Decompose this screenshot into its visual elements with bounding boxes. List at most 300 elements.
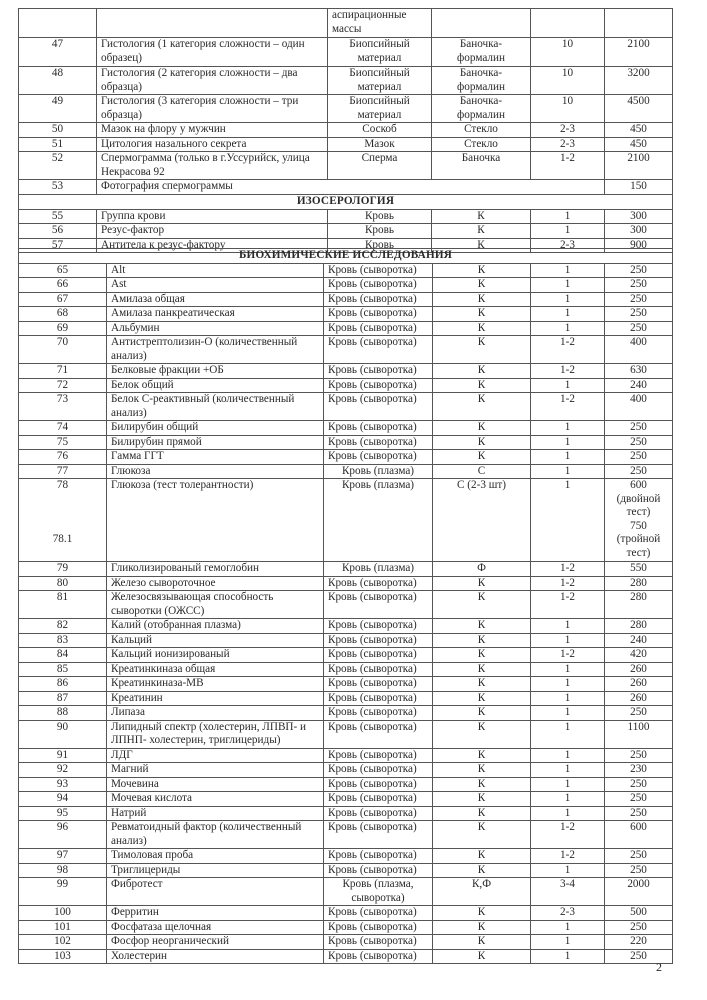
price: 280	[605, 619, 673, 634]
table-row	[19, 292, 673, 307]
price: 600	[605, 821, 673, 849]
test-name: Спермограмма (только в г.Уссурийск, улица Некрасова 92	[97, 152, 328, 180]
row-number: 48	[19, 67, 97, 95]
container: Баночка	[432, 152, 531, 180]
material: Сперма	[328, 152, 432, 180]
price: 300	[605, 209, 673, 224]
container: К	[433, 763, 531, 778]
material: Кровь (сыворотка)	[324, 263, 433, 278]
container: Ф	[433, 562, 531, 577]
row-number: 92	[19, 763, 107, 778]
table-row	[19, 935, 673, 950]
test-name: Тимоловая проба	[107, 849, 324, 864]
test-name: Креатинкиназа-МВ	[107, 677, 324, 692]
material: Кровь (сыворотка)	[324, 763, 433, 778]
test-name: Фотография спермограммы	[97, 180, 605, 195]
price: 450	[605, 123, 673, 138]
row-number: 49	[19, 95, 97, 123]
test-name: Липидный спектр (холестерин, ЛПВП- и ЛПНП- холестерин, триглицериды)	[107, 720, 324, 748]
row-number: 88	[19, 706, 107, 721]
container: К	[433, 806, 531, 821]
row-number-main: 78	[56, 479, 69, 491]
turnaround-days: 1	[531, 464, 605, 479]
price: 2000	[605, 878, 673, 906]
price: 250	[605, 920, 673, 935]
table-row	[19, 209, 673, 224]
price-table-biochemistry	[18, 248, 673, 964]
row-number: 82	[19, 619, 107, 634]
container: С (2-3 шт)	[433, 479, 531, 562]
turnaround-days: 10	[531, 95, 605, 123]
price: 3200	[605, 67, 673, 95]
row-number: 69	[19, 321, 107, 336]
table-row	[19, 137, 673, 152]
turnaround-days: 1	[531, 292, 605, 307]
test-name: Магний	[107, 763, 324, 778]
material: Кровь (сыворотка)	[324, 906, 433, 921]
turnaround-days: 1	[531, 920, 605, 935]
container: К	[433, 706, 531, 721]
test-name: ЛДГ	[107, 748, 324, 763]
table-row	[19, 777, 673, 792]
material: Кровь (сыворотка)	[324, 450, 433, 465]
turnaround-days: 1	[531, 777, 605, 792]
material: Кровь (сыворотка)	[324, 706, 433, 721]
turnaround-days: 1	[531, 863, 605, 878]
material: Кровь (сыворотка)	[324, 576, 433, 591]
test-name: Белок С-реактивный (количественный анализ)	[107, 393, 324, 421]
container: К	[432, 224, 531, 239]
turnaround-days: 1-2	[531, 576, 605, 591]
price: 250	[605, 949, 673, 964]
row-number: 99	[19, 878, 107, 906]
container: К	[433, 849, 531, 864]
container: К	[433, 920, 531, 935]
price: 220	[605, 935, 673, 950]
test-name: Гамма ГГТ	[107, 450, 324, 465]
container: К	[433, 648, 531, 663]
material: Соскоб	[328, 123, 432, 138]
row-number: 76	[19, 450, 107, 465]
price: 260	[605, 662, 673, 677]
row-number: 96	[19, 821, 107, 849]
price: 250	[605, 435, 673, 450]
test-name: Фосфор неорганический	[107, 935, 324, 950]
row-number: 103	[19, 949, 107, 964]
turnaround-days: 1	[531, 278, 605, 293]
row-number: 77	[19, 464, 107, 479]
price: 250	[605, 421, 673, 436]
turnaround-days: 1	[531, 763, 605, 778]
row-number: 101	[19, 920, 107, 935]
container: Баночка-формалин	[432, 38, 531, 67]
turnaround-days: 1-2	[531, 152, 605, 180]
table-row	[19, 591, 673, 619]
table-row	[19, 435, 673, 450]
row-number: 68	[19, 307, 107, 322]
container: К	[433, 633, 531, 648]
price: 250	[605, 450, 673, 465]
test-name: Цитология назального секрета	[97, 137, 328, 152]
price: 400	[605, 336, 673, 364]
turnaround-days: 1	[531, 307, 605, 322]
material: Кровь (сыворотка)	[324, 748, 433, 763]
table-row	[19, 792, 673, 807]
test-name: Креатинкиназа общая	[107, 662, 324, 677]
container	[432, 9, 531, 38]
material: Кровь (плазма, сыворотка)	[324, 878, 433, 906]
row-number: 91	[19, 748, 107, 763]
row-number-sub: 78.1	[52, 532, 73, 545]
test-name: Железо сывороточное	[107, 576, 324, 591]
test-name: Креатинин	[107, 691, 324, 706]
row-number: 97	[19, 849, 107, 864]
turnaround-days: 1	[531, 720, 605, 748]
table-row	[19, 152, 673, 180]
test-name: Натрий	[107, 806, 324, 821]
turnaround-days: 1	[531, 209, 605, 224]
material: Кровь (плазма)	[324, 562, 433, 577]
test-name: Билирубин прямой	[107, 435, 324, 450]
material: Кровь (плазма)	[324, 464, 433, 479]
turnaround-days: 1	[531, 421, 605, 436]
turnaround-days	[531, 9, 605, 38]
test-name: Антитела к резус-фактору	[97, 238, 328, 253]
test-name: Белок общий	[107, 378, 324, 393]
test-name: Мочевина	[107, 777, 324, 792]
container: К	[433, 777, 531, 792]
table-row	[19, 378, 673, 393]
table-row	[19, 748, 673, 763]
row-number: 85	[19, 662, 107, 677]
price: 500	[605, 906, 673, 921]
row-number: 71	[19, 364, 107, 379]
test-name: Гистология (1 категория сложности – один образец)	[97, 38, 328, 67]
price: 450	[605, 137, 673, 152]
row-number: 83	[19, 633, 107, 648]
price: 420	[605, 648, 673, 663]
table-row	[19, 619, 673, 634]
container: К,Ф	[433, 878, 531, 906]
row-number: 84	[19, 648, 107, 663]
turnaround-days: 1-2	[531, 336, 605, 364]
container: К	[433, 263, 531, 278]
container: К	[433, 435, 531, 450]
section-title: ИЗОСЕРОЛОГИЯ	[19, 194, 673, 209]
turnaround-days: 1	[531, 748, 605, 763]
material: Кровь	[328, 209, 432, 224]
row-number: 95	[19, 806, 107, 821]
table-row	[19, 479, 673, 562]
turnaround-days: 1	[531, 935, 605, 950]
material: Кровь (плазма)	[324, 479, 433, 562]
row-number: 102	[19, 935, 107, 950]
price: 250	[605, 849, 673, 864]
table-row	[19, 906, 673, 921]
price: 2100	[605, 38, 673, 67]
table-row	[19, 562, 673, 577]
turnaround-days: 1	[531, 706, 605, 721]
material: Кровь (сыворотка)	[324, 292, 433, 307]
turnaround-days: 1	[531, 677, 605, 692]
container: К	[433, 935, 531, 950]
turnaround-days: 1-2	[531, 849, 605, 864]
table-row	[19, 67, 673, 95]
container: К	[433, 307, 531, 322]
material: Биопсийный материал	[328, 67, 432, 95]
test-name: Белковые фракции +ОБ	[107, 364, 324, 379]
row-number: 52	[19, 152, 97, 180]
table-row	[19, 263, 673, 278]
test-name: Калий (отобранная плазма)	[107, 619, 324, 634]
material: Кровь (сыворотка)	[324, 336, 433, 364]
price: 4500	[605, 95, 673, 123]
material: Биопсийный материал	[328, 38, 432, 67]
row-number: 53	[19, 180, 97, 195]
test-name: Alt	[107, 263, 324, 278]
material: Кровь (сыворотка)	[324, 777, 433, 792]
turnaround-days: 1	[531, 633, 605, 648]
container: К	[433, 863, 531, 878]
container: К	[433, 591, 531, 619]
price: 250	[605, 464, 673, 479]
row-number: 47	[19, 38, 97, 67]
row-number: 51	[19, 137, 97, 152]
test-name	[97, 9, 328, 38]
container: К	[433, 691, 531, 706]
row-number: 67	[19, 292, 107, 307]
turnaround-days: 1-2	[531, 393, 605, 421]
table-row	[19, 364, 673, 379]
container: К	[432, 238, 531, 253]
container: К	[433, 421, 531, 436]
test-name: Липаза	[107, 706, 324, 721]
table-row	[19, 662, 673, 677]
row-number	[19, 9, 97, 38]
table-row	[19, 677, 673, 692]
price: 250	[605, 307, 673, 322]
price: 900	[605, 238, 673, 253]
table-row	[19, 763, 673, 778]
price: 250	[605, 792, 673, 807]
material: Кровь (сыворотка)	[324, 662, 433, 677]
material: аспирационные массы	[328, 9, 432, 38]
row-number: 75	[19, 435, 107, 450]
container: К	[433, 662, 531, 677]
test-name: Билирубин общий	[107, 421, 324, 436]
material: Кровь (сыворотка)	[324, 619, 433, 634]
material: Кровь (сыворотка)	[324, 435, 433, 450]
row-number: 80	[19, 576, 107, 591]
test-name: Гистология (2 категория сложности – два образца)	[97, 67, 328, 95]
price: 240	[605, 633, 673, 648]
material: Кровь (сыворотка)	[324, 949, 433, 964]
row-number: 90	[19, 720, 107, 748]
turnaround-days: 1-2	[531, 591, 605, 619]
material: Кровь (сыворотка)	[324, 321, 433, 336]
material: Кровь (сыворотка)	[324, 648, 433, 663]
table-row	[19, 450, 673, 465]
table-row	[19, 95, 673, 123]
table-row	[19, 920, 673, 935]
turnaround-days: 10	[531, 38, 605, 67]
turnaround-days: 1-2	[531, 364, 605, 379]
container: Стекло	[432, 137, 531, 152]
table-row	[19, 224, 673, 239]
table-row	[19, 633, 673, 648]
table-row	[19, 38, 673, 67]
table-row	[19, 706, 673, 721]
row-number: 65	[19, 263, 107, 278]
table-row	[19, 849, 673, 864]
turnaround-days: 1	[531, 479, 605, 562]
price: 250	[605, 863, 673, 878]
test-name: Кальций	[107, 633, 324, 648]
price: 260	[605, 691, 673, 706]
turnaround-days: 1	[531, 263, 605, 278]
price: 280	[605, 591, 673, 619]
row-number: 74	[19, 421, 107, 436]
price-table-upper	[18, 8, 673, 253]
table-row	[19, 421, 673, 436]
turnaround-days: 1	[531, 619, 605, 634]
material: Биопсийный материал	[328, 95, 432, 123]
row-number: 86	[19, 677, 107, 692]
material: Кровь (сыворотка)	[324, 920, 433, 935]
container: К	[433, 576, 531, 591]
container: Стекло	[432, 123, 531, 138]
container: К	[433, 378, 531, 393]
turnaround-days: 1	[531, 792, 605, 807]
test-name: Мочевая кислота	[107, 792, 324, 807]
container: К	[433, 748, 531, 763]
row-number	[19, 479, 107, 562]
price-triple-test: 750 (тройной тест)	[616, 519, 661, 559]
row-number: 72	[19, 378, 107, 393]
material: Кровь (сыворотка)	[324, 821, 433, 849]
row-number: 81	[19, 591, 107, 619]
material: Кровь (сыворотка)	[324, 591, 433, 619]
price	[605, 479, 673, 562]
table-row	[19, 720, 673, 748]
test-name: Амилаза панкреатическая	[107, 307, 324, 322]
table-row	[19, 821, 673, 849]
test-name: Группа крови	[97, 209, 328, 224]
price: 250	[605, 748, 673, 763]
container: С	[433, 464, 531, 479]
turnaround-days: 2-3	[531, 137, 605, 152]
table-row	[19, 464, 673, 479]
price: 240	[605, 378, 673, 393]
test-name: Гликолизированый гемоглобин	[107, 562, 324, 577]
test-name: Антистрептолизин-О (количественный анализ)	[107, 336, 324, 364]
row-number: 70	[19, 336, 107, 364]
row-number: 56	[19, 224, 97, 239]
price: 280	[605, 576, 673, 591]
price: 400	[605, 393, 673, 421]
test-name: Альбумин	[107, 321, 324, 336]
material: Кровь (сыворотка)	[324, 278, 433, 293]
turnaround-days: 1	[531, 806, 605, 821]
material: Кровь (сыворотка)	[324, 421, 433, 436]
material: Кровь (сыворотка)	[324, 691, 433, 706]
test-name: Кальций ионизированый	[107, 648, 324, 663]
table-row	[19, 576, 673, 591]
turnaround-days: 1	[531, 691, 605, 706]
table-row	[19, 9, 673, 38]
turnaround-days: 1	[531, 450, 605, 465]
container: К	[433, 336, 531, 364]
test-name: Фосфатаза щелочная	[107, 920, 324, 935]
turnaround-days: 1-2	[531, 562, 605, 577]
container: К	[433, 450, 531, 465]
price: 230	[605, 763, 673, 778]
material: Кровь (сыворотка)	[324, 849, 433, 864]
table-row	[19, 336, 673, 364]
table-row	[19, 949, 673, 964]
row-number: 100	[19, 906, 107, 921]
table-row	[19, 307, 673, 322]
table-row	[19, 180, 673, 195]
price: 250	[605, 292, 673, 307]
material: Кровь (сыворотка)	[324, 378, 433, 393]
test-name: Ast	[107, 278, 324, 293]
turnaround-days: 3-4	[531, 878, 605, 906]
material: Кровь	[328, 238, 432, 253]
test-name: Гистология (3 категория сложности – три образца)	[97, 95, 328, 123]
turnaround-days: 1	[531, 378, 605, 393]
turnaround-days: 2-3	[531, 123, 605, 138]
material: Кровь (сыворотка)	[324, 307, 433, 322]
turnaround-days: 1	[531, 949, 605, 964]
page-number: 2	[656, 960, 662, 974]
material: Кровь (сыворотка)	[324, 935, 433, 950]
price: 250	[605, 278, 673, 293]
test-name: Холестерин	[107, 949, 324, 964]
row-number: 87	[19, 691, 107, 706]
row-number: 79	[19, 562, 107, 577]
row-number: 50	[19, 123, 97, 138]
price	[605, 9, 673, 38]
container: К	[433, 821, 531, 849]
price: 630	[605, 364, 673, 379]
material: Кровь (сыворотка)	[324, 364, 433, 379]
container: К	[433, 364, 531, 379]
price: 2100	[605, 152, 673, 180]
turnaround-days: 2-3	[531, 906, 605, 921]
material: Кровь (сыворотка)	[324, 792, 433, 807]
row-number: 55	[19, 209, 97, 224]
price: 260	[605, 677, 673, 692]
table-row	[19, 278, 673, 293]
row-number: 66	[19, 278, 107, 293]
turnaround-days: 1	[531, 435, 605, 450]
test-name: Глюкоза	[107, 464, 324, 479]
container: К	[433, 619, 531, 634]
price: 250	[605, 263, 673, 278]
turnaround-days: 2-3	[531, 238, 605, 253]
price-double-test: 600 (двойной тест)	[616, 479, 661, 518]
row-number: 94	[19, 792, 107, 807]
test-name: Ревматоидный фактор (количественный анализ)	[107, 821, 324, 849]
test-name: Железосвязывающая способность сыворотки (ОЖСС)	[107, 591, 324, 619]
row-number: 73	[19, 393, 107, 421]
table-row	[19, 691, 673, 706]
row-number: 98	[19, 863, 107, 878]
material: Кровь (сыворотка)	[324, 633, 433, 648]
price: 250	[605, 706, 673, 721]
container: К	[433, 321, 531, 336]
